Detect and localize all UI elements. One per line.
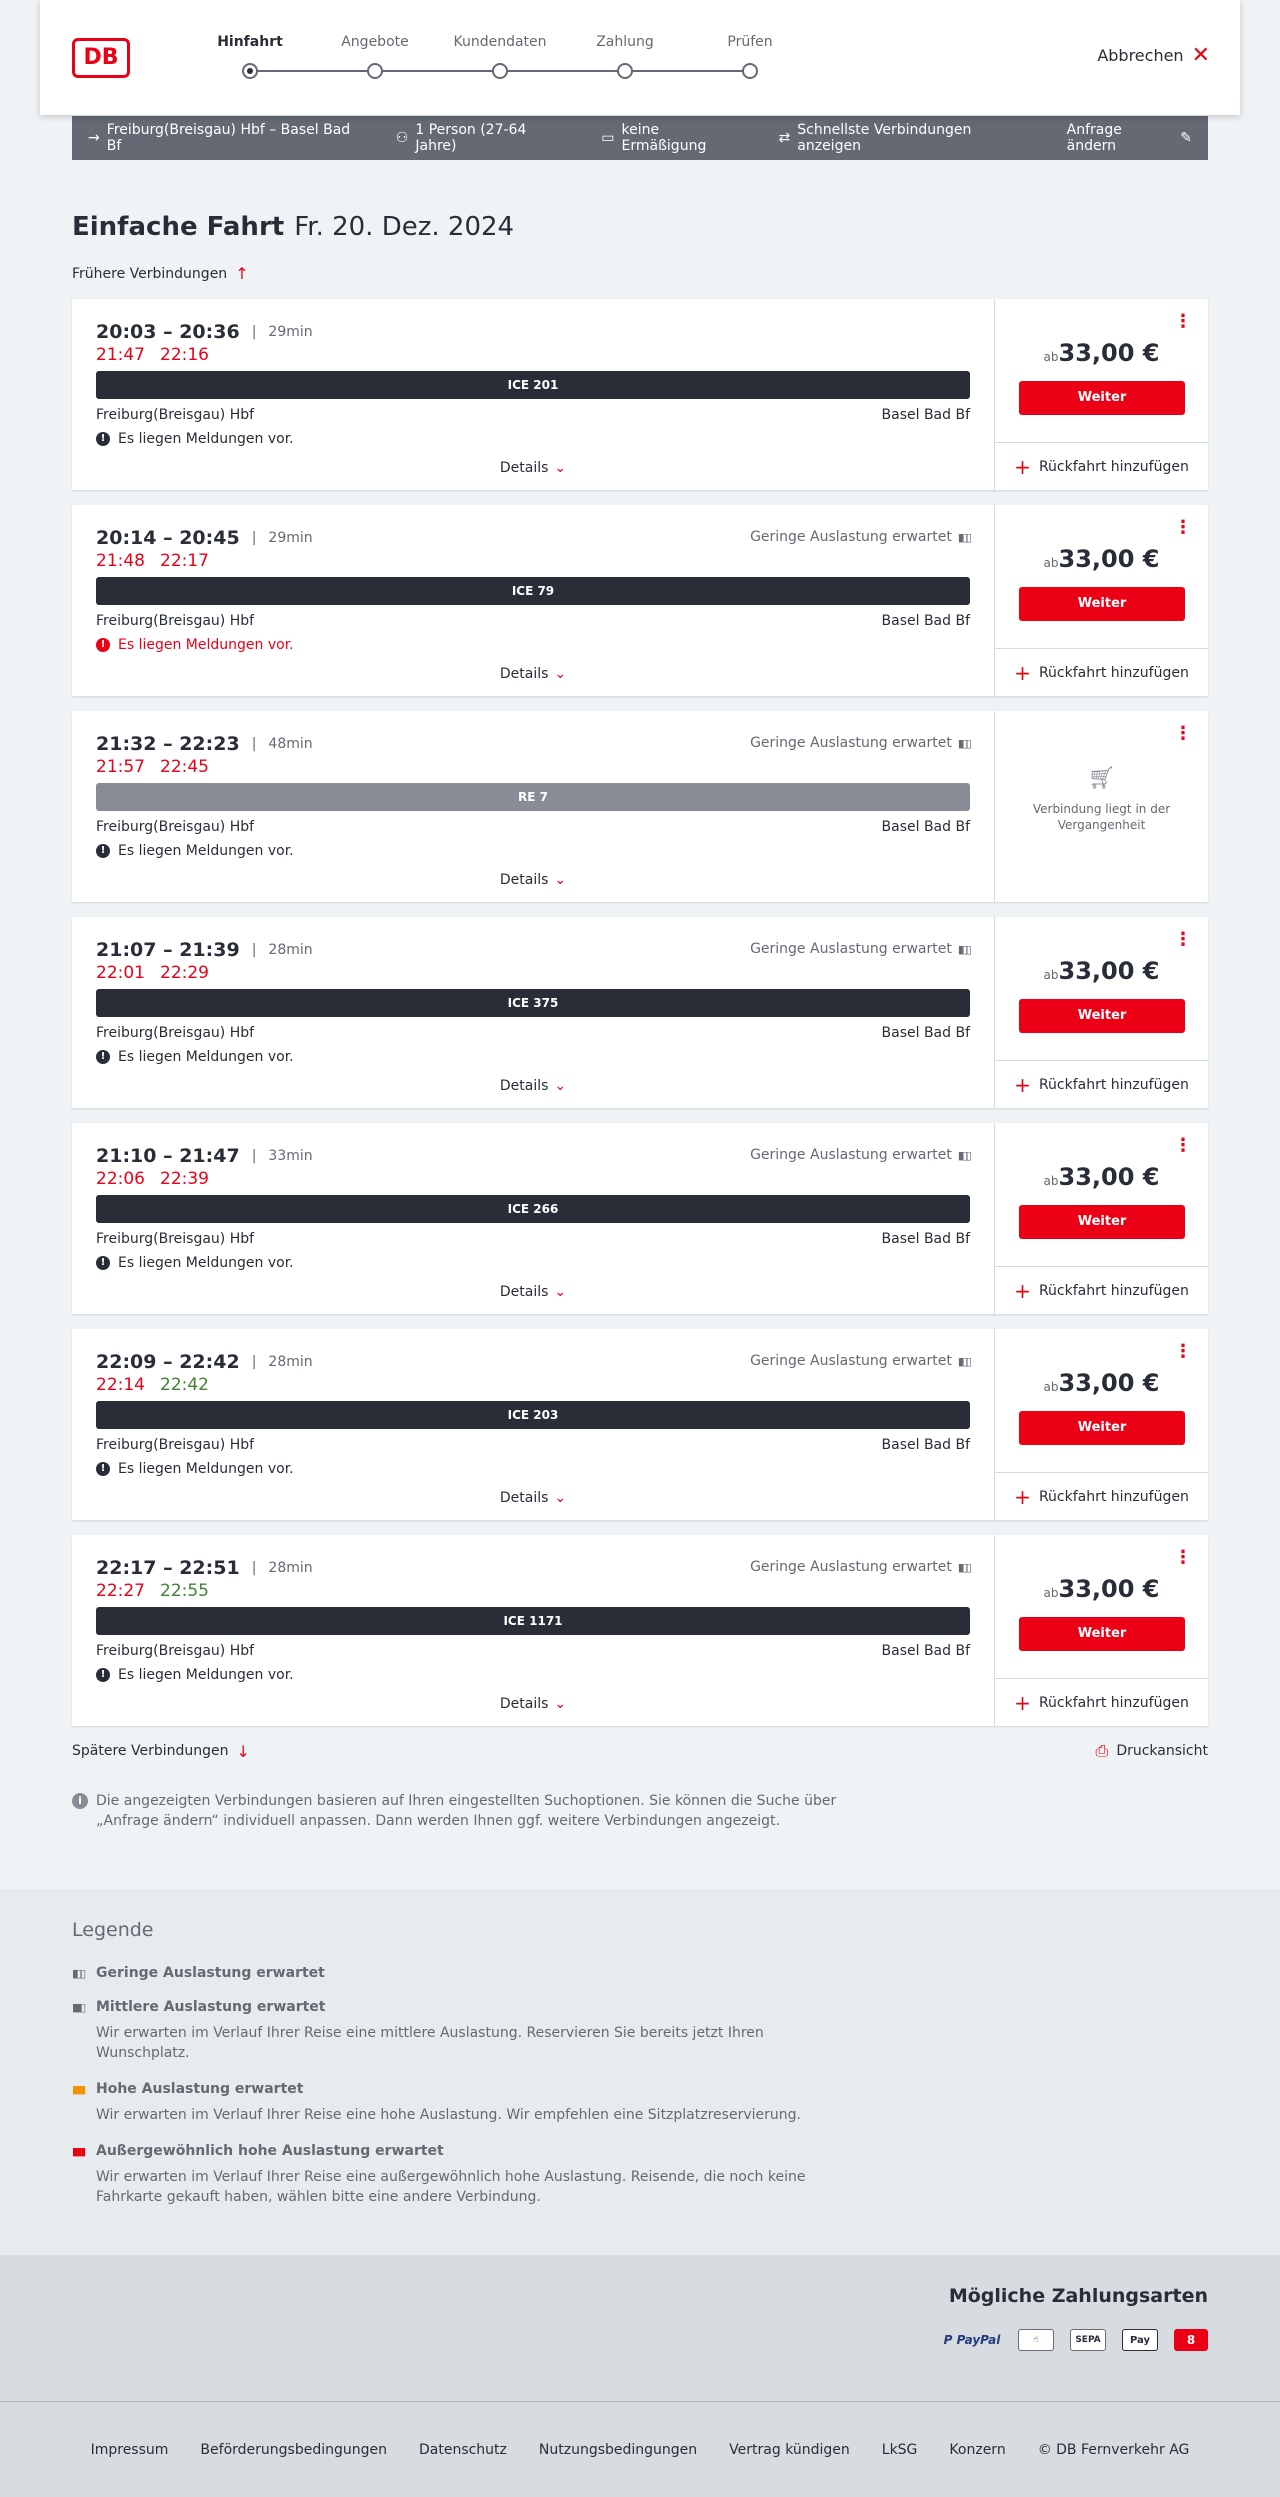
step-dot bbox=[367, 63, 383, 79]
occupancy-low-icon: ▮▯▯ bbox=[957, 1148, 970, 1162]
price-panel bbox=[994, 1123, 1208, 1314]
plus-icon: + bbox=[1014, 1484, 1031, 1509]
notice[interactable] bbox=[96, 1461, 294, 1477]
card-icon: ☝ bbox=[1018, 2329, 1054, 2351]
progress-step-5[interactable] bbox=[690, 34, 810, 79]
train-bar[interactable]: ICE 203 bbox=[96, 1401, 970, 1429]
details-toggle[interactable] bbox=[72, 460, 994, 476]
price-panel bbox=[994, 1535, 1208, 1726]
separator: | bbox=[251, 1560, 257, 1576]
notice[interactable] bbox=[96, 431, 294, 447]
train-bar[interactable]: RE 7 bbox=[96, 783, 970, 811]
price-value: 33,00 € bbox=[1058, 339, 1160, 367]
arrow-right-icon: → bbox=[88, 130, 100, 146]
arrow-down-icon: ↓ bbox=[236, 1741, 250, 1761]
planned-times: 20:14 – 20:45 bbox=[96, 527, 240, 549]
destination-station: Basel Bad Bf bbox=[881, 1231, 970, 1247]
price-prefix: ab bbox=[1043, 556, 1059, 570]
page-title bbox=[72, 212, 1208, 242]
step-dot bbox=[242, 63, 258, 79]
cart-icon: 🛒︎ bbox=[1087, 766, 1116, 791]
notice[interactable] bbox=[96, 1255, 294, 1271]
separator: | bbox=[251, 324, 257, 340]
past-text: Verbindung liegt in der Vergangenheit bbox=[1032, 802, 1171, 832]
duration: 33min bbox=[268, 1148, 313, 1164]
connection-info bbox=[72, 711, 994, 902]
separator: | bbox=[251, 736, 257, 752]
later-connections-link[interactable] bbox=[72, 1741, 250, 1761]
duration: 29min bbox=[268, 530, 313, 546]
more-options-icon[interactable]: ⋮ bbox=[1174, 1135, 1192, 1156]
plus-icon: + bbox=[1014, 454, 1031, 479]
stations bbox=[96, 1437, 970, 1453]
planned-times: 21:10 – 21:47 bbox=[96, 1145, 240, 1167]
price bbox=[995, 545, 1208, 573]
price bbox=[995, 1163, 1208, 1191]
alert-icon: ! bbox=[96, 638, 110, 652]
occupancy-text: Geringe Auslastung erwartet bbox=[750, 941, 952, 957]
more-options-icon[interactable]: ⋮ bbox=[1174, 517, 1192, 538]
duration: 28min bbox=[268, 942, 313, 958]
person-icon: ⚇ bbox=[395, 130, 409, 146]
price bbox=[995, 957, 1208, 985]
details-label: Details bbox=[499, 1284, 549, 1300]
cancel-button[interactable] bbox=[1097, 42, 1210, 68]
realtime-times bbox=[96, 1169, 224, 1189]
realtime-arrival: 22:16 bbox=[160, 345, 209, 365]
price-prefix: ab bbox=[1043, 1380, 1059, 1394]
occupancy-icon: ▮▮▯ bbox=[72, 2000, 85, 2014]
main-content bbox=[0, 212, 1280, 1831]
stations bbox=[96, 1643, 970, 1659]
cancel-label: Abbrechen bbox=[1097, 46, 1184, 65]
add-return-label: Rückfahrt hinzufügen bbox=[1038, 1488, 1189, 1505]
planned-times: 22:17 – 22:51 bbox=[96, 1557, 240, 1579]
details-label: Details bbox=[499, 1490, 549, 1506]
alert-icon: ! bbox=[96, 432, 110, 446]
step-dot bbox=[742, 63, 758, 79]
alert-icon: ! bbox=[96, 844, 110, 858]
connection-info bbox=[72, 917, 994, 1108]
separator: | bbox=[251, 942, 257, 958]
price-prefix: ab bbox=[1043, 1586, 1059, 1600]
realtime-arrival: 22:29 bbox=[160, 963, 209, 983]
duration: 28min bbox=[268, 1560, 313, 1576]
occupancy-indicator bbox=[750, 1147, 970, 1163]
more-options-icon[interactable]: ⋮ bbox=[1174, 1547, 1192, 1568]
price bbox=[995, 1575, 1208, 1603]
details-label: Details bbox=[499, 666, 549, 682]
stations bbox=[96, 613, 970, 629]
chevron-down-icon: ⌄ bbox=[554, 1490, 567, 1506]
close-icon: ✕ bbox=[1191, 42, 1210, 68]
separator: | bbox=[251, 530, 257, 546]
continue-button[interactable]: Weiter bbox=[1019, 1617, 1185, 1651]
occupancy-icon: ▮▯▯ bbox=[72, 1966, 85, 1980]
connection-card bbox=[72, 1123, 1208, 1314]
legend-text: Wir erwarten im Verlauf Ihrer Reise eine außergewöhnlich hohe Auslastung. Reisende, die noch keine Fahrkarte gekauft haben, wählen bitte eine andere Verbindung. bbox=[96, 2169, 806, 2205]
realtime-times bbox=[96, 345, 224, 365]
planned-times: 21:32 – 22:23 bbox=[96, 733, 240, 755]
occupancy-icon: ▮▮▮ bbox=[72, 2082, 85, 2096]
progress-step-4[interactable] bbox=[565, 34, 685, 79]
price-panel bbox=[994, 505, 1208, 696]
footer bbox=[0, 2401, 1280, 2497]
realtime-arrival: 22:39 bbox=[160, 1169, 209, 1189]
add-return-button[interactable] bbox=[995, 1266, 1208, 1314]
progress-steps bbox=[210, 34, 810, 94]
footer-link[interactable]: LkSG bbox=[881, 2441, 918, 2458]
notice[interactable] bbox=[96, 1667, 294, 1683]
legend-title: Hohe Auslastung erwartet bbox=[96, 2081, 304, 2097]
connection-times bbox=[96, 1351, 313, 1373]
connection-card bbox=[72, 917, 1208, 1108]
realtime-departure: 22:14 bbox=[96, 1375, 145, 1395]
realtime-times bbox=[96, 1581, 224, 1601]
notice[interactable] bbox=[96, 637, 294, 653]
realtime-departure: 22:06 bbox=[96, 1169, 145, 1189]
legend-item bbox=[72, 1965, 1208, 1981]
duration: 28min bbox=[268, 1354, 313, 1370]
train-bar[interactable]: ICE 201 bbox=[96, 371, 970, 399]
add-return-label: Rückfahrt hinzufügen bbox=[1038, 1694, 1189, 1711]
origin-station: Freiburg(Breisgau) Hbf bbox=[96, 1643, 255, 1659]
add-return-button[interactable] bbox=[995, 648, 1208, 696]
connection-info bbox=[72, 505, 994, 696]
legend-title: Außergewöhnlich hohe Auslastung erwartet bbox=[96, 2143, 444, 2159]
step-dot bbox=[617, 63, 633, 79]
past-connection-info bbox=[995, 766, 1208, 833]
print-view-link[interactable] bbox=[1096, 1741, 1208, 1761]
plus-icon: + bbox=[1014, 1072, 1031, 1097]
origin-station: Freiburg(Breisgau) Hbf bbox=[96, 1025, 255, 1041]
list-footer bbox=[72, 1741, 1208, 1761]
connection-info bbox=[72, 299, 994, 490]
continue-button[interactable]: Weiter bbox=[1019, 999, 1185, 1033]
details-toggle[interactable] bbox=[72, 1696, 994, 1712]
realtime-times bbox=[96, 551, 224, 571]
occupancy-text: Geringe Auslastung erwartet bbox=[750, 735, 952, 751]
connection-info bbox=[72, 1123, 994, 1314]
more-options-icon[interactable]: ⋮ bbox=[1174, 929, 1192, 950]
planned-times: 21:07 – 21:39 bbox=[96, 939, 240, 961]
details-label: Details bbox=[499, 872, 549, 888]
origin-station: Freiburg(Breisgau) Hbf bbox=[96, 819, 255, 835]
legend-item bbox=[72, 2143, 1208, 2207]
connection-card bbox=[72, 1329, 1208, 1520]
legend-title: Geringe Auslastung erwartet bbox=[96, 1965, 325, 1981]
legend-heading bbox=[72, 1999, 1208, 2015]
plus-icon: + bbox=[1014, 1690, 1031, 1715]
duration: 29min bbox=[268, 324, 313, 340]
price-panel bbox=[994, 711, 1208, 902]
route-text: Freiburg(Breisgau) Hbf – Basel Bad Bf bbox=[106, 122, 351, 154]
occupancy-indicator bbox=[750, 1559, 970, 1575]
notice-text: Es liegen Meldungen vor. bbox=[118, 843, 294, 859]
train-bar[interactable]: ICE 266 bbox=[96, 1195, 970, 1223]
notice-text: Es liegen Meldungen vor. bbox=[118, 1255, 294, 1271]
occupancy-low-icon: ▮▯▯ bbox=[957, 1560, 970, 1574]
chevron-down-icon: ⌄ bbox=[554, 872, 567, 888]
price bbox=[995, 339, 1208, 367]
footer-link: © DB Fernverkehr AG bbox=[1037, 2441, 1190, 2458]
legend-heading bbox=[72, 2081, 1208, 2097]
details-toggle[interactable] bbox=[72, 1490, 994, 1506]
notice-text: Es liegen Meldungen vor. bbox=[118, 1461, 294, 1477]
occupancy-indicator bbox=[750, 1353, 970, 1369]
progress-step-3[interactable] bbox=[440, 34, 560, 79]
connection-list bbox=[72, 299, 1208, 1726]
pencil-icon: ✎ bbox=[1180, 130, 1192, 146]
origin-station: Freiburg(Breisgau) Hbf bbox=[96, 1231, 255, 1247]
connection-times bbox=[96, 321, 313, 343]
connection-times bbox=[96, 733, 313, 755]
alert-icon: ! bbox=[96, 1256, 110, 1270]
connection-times bbox=[96, 1145, 313, 1167]
price-prefix: ab bbox=[1043, 350, 1059, 364]
info-text: Die angezeigten Verbindungen basieren auf Ihren eingestellten Suchoptionen. Sie können die Suche über „Anfrage ändern“ individuell anpassen. Dann werden Ihnen ggf. weitere Verbindungen angezeigt. bbox=[96, 1793, 837, 1829]
realtime-departure: 21:57 bbox=[96, 757, 145, 777]
destination-station: Basel Bad Bf bbox=[881, 613, 970, 629]
occupancy-text: Geringe Auslastung erwartet bbox=[750, 1559, 952, 1575]
realtime-departure: 21:47 bbox=[96, 345, 145, 365]
print-label: Druckansicht bbox=[1116, 1743, 1208, 1759]
add-return-label: Rückfahrt hinzufügen bbox=[1038, 664, 1189, 681]
destination-station: Basel Bad Bf bbox=[881, 1437, 970, 1453]
connection-info bbox=[72, 1535, 994, 1726]
legend-item bbox=[72, 1999, 1208, 2063]
apple-pay-icon: Pay bbox=[1122, 2329, 1158, 2351]
details-toggle[interactable] bbox=[72, 1078, 994, 1094]
footer-link[interactable]: Nutzungsbedingungen bbox=[538, 2441, 698, 2458]
details-label: Details bbox=[499, 460, 549, 476]
printer-icon: ⎙ bbox=[1095, 1741, 1109, 1760]
stations bbox=[96, 819, 970, 835]
discount-text: keine Ermäßigung bbox=[621, 122, 707, 154]
footer-link[interactable]: Impressum bbox=[90, 2441, 169, 2458]
occupancy-icon: ▮▮▮ bbox=[72, 2144, 85, 2158]
details-toggle[interactable] bbox=[72, 1284, 994, 1300]
alert-icon: ! bbox=[96, 1050, 110, 1064]
progress-step-1[interactable] bbox=[190, 34, 310, 79]
more-options-icon[interactable]: ⋮ bbox=[1174, 311, 1192, 332]
connection-times bbox=[96, 527, 313, 549]
header-wrapper bbox=[0, 0, 1280, 130]
price-value: 33,00 € bbox=[1058, 545, 1160, 573]
add-return-button[interactable] bbox=[995, 1678, 1208, 1726]
price-panel bbox=[994, 917, 1208, 1108]
occupancy-low-icon: ▮▯▯ bbox=[957, 942, 970, 956]
connection-card bbox=[72, 711, 1208, 902]
legend-heading bbox=[72, 1965, 1208, 1981]
step-dot bbox=[492, 63, 508, 79]
legend bbox=[0, 1889, 1280, 2255]
origin-station: Freiburg(Breisgau) Hbf bbox=[96, 1437, 255, 1453]
progress-step-2[interactable] bbox=[315, 34, 435, 79]
legend-title: Legende bbox=[72, 1919, 154, 1941]
legend-item bbox=[72, 2081, 1208, 2125]
step-label: Zahlung bbox=[596, 34, 654, 50]
realtime-times bbox=[96, 1375, 224, 1395]
paypal-icon: P PayPal bbox=[943, 2333, 1001, 2347]
add-return-button[interactable] bbox=[995, 1060, 1208, 1108]
swap-icon: ⇄ bbox=[778, 130, 791, 146]
occupancy-text: Geringe Auslastung erwartet bbox=[750, 1353, 952, 1369]
details-toggle[interactable] bbox=[72, 666, 994, 682]
legend-text: Wir erwarten im Verlauf Ihrer Reise eine mittlere Auslastung. Reservieren Sie bereits jetzt Ihren Wunschplatz. bbox=[96, 2025, 764, 2061]
stations bbox=[96, 1231, 970, 1247]
payment-title: Mögliche Zahlungsarten bbox=[948, 2285, 1208, 2307]
footer-link[interactable]: Beförderungsbedingungen bbox=[200, 2441, 387, 2458]
edit-request-label: Anfrage ändern bbox=[1066, 122, 1122, 154]
price-prefix: ab bbox=[1043, 1174, 1059, 1188]
connection-times bbox=[96, 1557, 313, 1579]
train-bar[interactable]: ICE 1171 bbox=[96, 1607, 970, 1635]
duration: 48min bbox=[268, 736, 313, 752]
occupancy-text: Geringe Auslastung erwartet bbox=[750, 1147, 952, 1163]
separator: | bbox=[251, 1354, 257, 1370]
details-label: Details bbox=[499, 1078, 549, 1094]
connection-card bbox=[72, 1535, 1208, 1726]
realtime-arrival: 22:42 bbox=[160, 1375, 209, 1395]
add-return-button[interactable] bbox=[995, 442, 1208, 490]
payment-methods bbox=[0, 2255, 1280, 2401]
realtime-arrival: 22:17 bbox=[160, 551, 209, 571]
train-bar[interactable]: ICE 375 bbox=[96, 989, 970, 1017]
realtime-arrival: 22:55 bbox=[160, 1581, 209, 1601]
origin-station: Freiburg(Breisgau) Hbf bbox=[96, 407, 255, 423]
add-return-label: Rückfahrt hinzufügen bbox=[1038, 1076, 1189, 1093]
connection-card bbox=[72, 505, 1208, 696]
price-value: 33,00 € bbox=[1058, 1163, 1160, 1191]
legend-heading bbox=[72, 2143, 1208, 2159]
continue-button[interactable]: Weiter bbox=[1019, 1411, 1185, 1445]
realtime-departure: 21:48 bbox=[96, 551, 145, 571]
notice-text: Es liegen Meldungen vor. bbox=[118, 1667, 294, 1683]
planned-times: 22:09 – 22:42 bbox=[96, 1351, 240, 1373]
details-label: Details bbox=[499, 1696, 549, 1712]
later-label: Spätere Verbindungen bbox=[72, 1743, 229, 1759]
arrow-up-icon: ↑ bbox=[235, 264, 249, 283]
price-value: 33,00 € bbox=[1058, 1369, 1160, 1397]
realtime-times bbox=[96, 963, 224, 983]
chevron-down-icon: ⌄ bbox=[554, 666, 567, 682]
alert-icon: ! bbox=[96, 1668, 110, 1682]
more-options-icon[interactable]: ⋮ bbox=[1174, 723, 1192, 744]
step-label: Kundendaten bbox=[453, 34, 547, 50]
connection-info bbox=[72, 1329, 994, 1520]
add-return-button[interactable] bbox=[995, 1472, 1208, 1520]
connection-times bbox=[96, 939, 313, 961]
notice[interactable] bbox=[96, 843, 294, 859]
price-panel bbox=[994, 1329, 1208, 1520]
sepa-icon: SEPA bbox=[1070, 2329, 1106, 2351]
destination-station: Basel Bad Bf bbox=[881, 819, 970, 835]
notice-text: Es liegen Meldungen vor. bbox=[118, 431, 294, 447]
occupancy-low-icon: ▮▯▯ bbox=[957, 736, 970, 750]
stations bbox=[96, 1025, 970, 1041]
occupancy-indicator bbox=[750, 529, 970, 545]
stations bbox=[96, 407, 970, 423]
header bbox=[40, 0, 1240, 115]
price-value: 33,00 € bbox=[1058, 957, 1160, 985]
earlier-connections-link[interactable] bbox=[72, 264, 1208, 283]
plus-icon: + bbox=[1014, 660, 1031, 685]
chevron-down-icon: ⌄ bbox=[554, 1696, 567, 1712]
continue-button[interactable]: Weiter bbox=[1019, 1205, 1185, 1239]
origin-station: Freiburg(Breisgau) Hbf bbox=[96, 613, 255, 629]
footer-link[interactable]: Konzern bbox=[949, 2441, 1006, 2458]
price bbox=[995, 1369, 1208, 1397]
more-options-icon[interactable]: ⋮ bbox=[1174, 1341, 1192, 1362]
alert-icon: ! bbox=[96, 1462, 110, 1476]
realtime-departure: 22:27 bbox=[96, 1581, 145, 1601]
notice[interactable] bbox=[96, 1049, 294, 1065]
info-icon: i bbox=[72, 1793, 88, 1809]
notice-text: Es liegen Meldungen vor. bbox=[118, 1049, 294, 1065]
occupancy-low-icon: ▮▯▯ bbox=[957, 1354, 970, 1368]
price-prefix: ab bbox=[1043, 968, 1059, 982]
train-bar[interactable]: ICE 79 bbox=[96, 577, 970, 605]
earlier-label: Frühere Verbindungen bbox=[72, 265, 228, 282]
footer-link[interactable]: Vertrag kündigen bbox=[729, 2441, 850, 2458]
realtime-times bbox=[96, 757, 224, 777]
notice-text: Es liegen Meldungen vor. bbox=[118, 637, 294, 653]
add-return-label: Rückfahrt hinzufügen bbox=[1038, 458, 1189, 475]
price-panel bbox=[994, 299, 1208, 490]
option-text: Schnellste Verbindungen anzeigen bbox=[797, 122, 972, 154]
continue-button[interactable]: Weiter bbox=[1019, 381, 1185, 415]
chevron-down-icon: ⌄ bbox=[554, 460, 567, 476]
db-logo[interactable]: DB bbox=[72, 38, 130, 78]
continue-button[interactable]: Weiter bbox=[1019, 587, 1185, 621]
search-info bbox=[72, 1791, 852, 1831]
footer-link[interactable]: Datenschutz bbox=[418, 2441, 507, 2458]
db-pay-icon: 8 bbox=[1174, 2329, 1208, 2351]
trip-date: Fr. 20. Dez. 2024 bbox=[294, 212, 515, 242]
occupancy-low-icon: ▮▯▯ bbox=[957, 530, 970, 544]
step-label: Angebote bbox=[341, 34, 409, 50]
separator: | bbox=[251, 1148, 257, 1164]
chevron-down-icon: ⌄ bbox=[554, 1078, 567, 1094]
destination-station: Basel Bad Bf bbox=[881, 407, 970, 423]
legend-text: Wir erwarten im Verlauf Ihrer Reise eine hohe Auslastung. Wir empfehlen eine Sitzplatzreservierung. bbox=[96, 2107, 801, 2123]
occupancy-indicator bbox=[750, 941, 970, 957]
step-label: Prüfen bbox=[727, 34, 773, 50]
price-value: 33,00 € bbox=[1058, 1575, 1160, 1603]
occupancy-indicator bbox=[750, 735, 970, 751]
realtime-arrival: 22:45 bbox=[160, 757, 209, 777]
planned-times: 20:03 – 20:36 bbox=[96, 321, 240, 343]
payment-icons bbox=[72, 2329, 1208, 2351]
card-icon: ▭ bbox=[601, 130, 615, 146]
step-label: Hinfahrt bbox=[217, 34, 283, 50]
realtime-departure: 22:01 bbox=[96, 963, 145, 983]
connection-card bbox=[72, 299, 1208, 490]
legend-title: Mittlere Auslastung erwartet bbox=[96, 1999, 326, 2015]
chevron-down-icon: ⌄ bbox=[554, 1284, 567, 1300]
occupancy-text: Geringe Auslastung erwartet bbox=[750, 529, 952, 545]
trip-type: Einfache Fahrt bbox=[72, 212, 285, 242]
travellers-text: 1 Person (27-64 Jahre) bbox=[415, 122, 527, 154]
add-return-label: Rückfahrt hinzufügen bbox=[1038, 1282, 1189, 1299]
plus-icon: + bbox=[1014, 1278, 1031, 1303]
details-toggle[interactable] bbox=[72, 872, 994, 888]
destination-station: Basel Bad Bf bbox=[881, 1643, 970, 1659]
destination-station: Basel Bad Bf bbox=[881, 1025, 970, 1041]
